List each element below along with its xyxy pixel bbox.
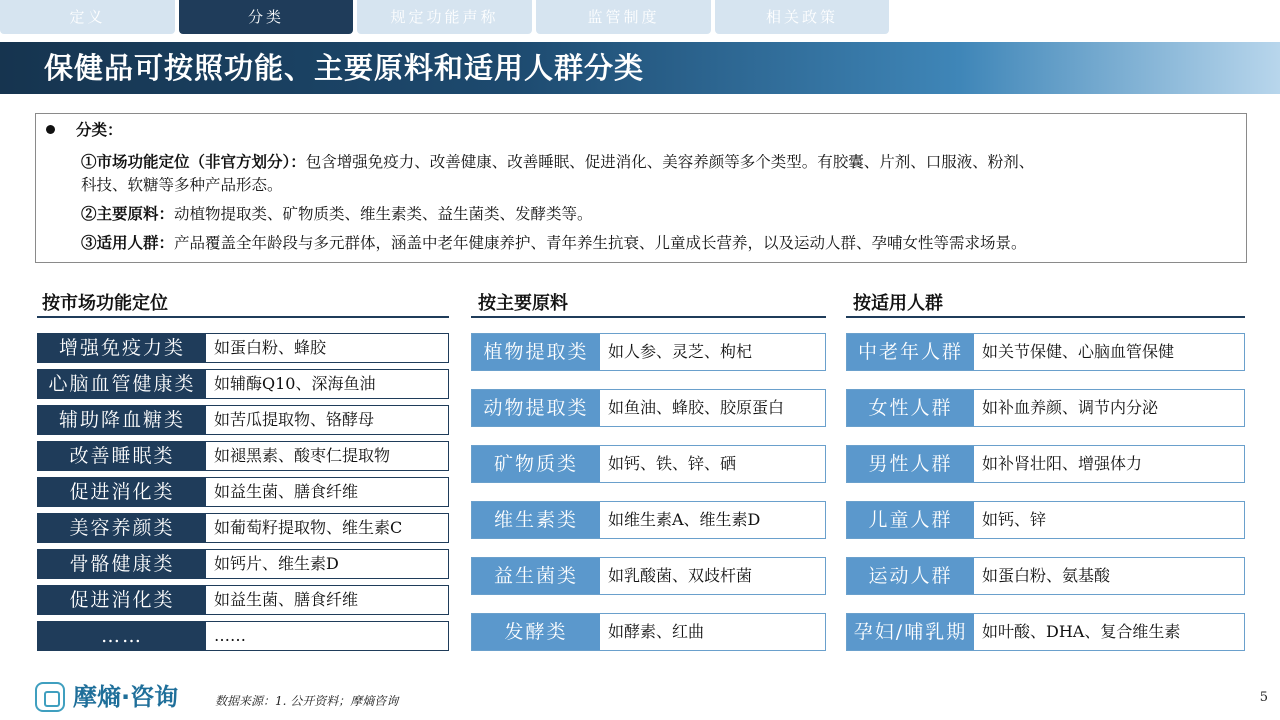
col2-row-value: 如维生素A、维生素D bbox=[608, 510, 761, 529]
col1-row-category: 增强免疫力类 bbox=[38, 334, 206, 362]
col1-row-category: …… bbox=[38, 622, 206, 650]
col1-row-category: 心脑血管健康类 bbox=[38, 370, 206, 398]
col3-row-category: 中老年人群 bbox=[847, 334, 974, 370]
col1-row bbox=[37, 333, 449, 363]
summary-line-3-label: ③适用人群： bbox=[81, 233, 175, 252]
col1-row-value: 如益生菌、膳食纤维 bbox=[214, 590, 359, 609]
col2-row bbox=[471, 613, 826, 651]
col2-row bbox=[471, 501, 826, 539]
tab-definition[interactable]: 定义 bbox=[0, 0, 175, 34]
col3-row-category: 男性人群 bbox=[847, 446, 974, 482]
col2-divider bbox=[471, 316, 826, 318]
col3-row bbox=[846, 389, 1245, 427]
col1-row bbox=[37, 369, 449, 399]
col3-heading: 按适用人群 bbox=[853, 293, 943, 314]
col1-row bbox=[37, 585, 449, 615]
col1-row bbox=[37, 513, 449, 543]
col2-row bbox=[471, 557, 826, 595]
col3-row-category: 运动人群 bbox=[847, 558, 974, 594]
summary-line-2-text: 动植物提取类、矿物质类、维生素类、益生菌类、发酵类等。 bbox=[174, 205, 593, 223]
col1-row bbox=[37, 477, 449, 507]
col1-row-category: 促进消化类 bbox=[38, 586, 206, 614]
col1-row-value: 如葡萄籽提取物、维生素C bbox=[214, 518, 403, 537]
logo-icon bbox=[35, 682, 65, 712]
col1-row-category: 改善睡眠类 bbox=[38, 442, 206, 470]
col1-row-value: 如蛋白粉、蜂胶 bbox=[214, 338, 327, 357]
col1-row-category: 辅助降血糖类 bbox=[38, 406, 206, 434]
col3-row bbox=[846, 613, 1245, 651]
col2-row-category: 维生素类 bbox=[472, 502, 600, 538]
col3-row-category: 女性人群 bbox=[847, 390, 974, 426]
col2-row bbox=[471, 389, 826, 427]
col3-row bbox=[846, 557, 1245, 595]
col3-row bbox=[846, 501, 1245, 539]
col1-row bbox=[37, 441, 449, 471]
page-number: 5 bbox=[1259, 690, 1268, 705]
title-bar bbox=[0, 42, 1280, 94]
source-note: 数据来源：1. 公开资料；摩熵咨询 bbox=[215, 694, 399, 708]
col1-row-category: 促进消化类 bbox=[38, 478, 206, 506]
col1-row bbox=[37, 405, 449, 435]
bullet-icon bbox=[46, 125, 55, 134]
col1-row bbox=[37, 549, 449, 579]
col3-row-category: 儿童人群 bbox=[847, 502, 974, 538]
col3-divider bbox=[846, 316, 1245, 318]
summary-line-2-label: ②主要原料： bbox=[81, 204, 175, 223]
col2-heading: 按主要原料 bbox=[478, 293, 568, 314]
summary-line-1-label: ①市场功能定位（非官方划分）： bbox=[81, 152, 306, 171]
logo-text: 摩熵·咨询 bbox=[73, 683, 179, 711]
col2-row-category: 益生菌类 bbox=[472, 558, 600, 594]
col2-row-category: 植物提取类 bbox=[472, 334, 600, 370]
col3-row bbox=[846, 333, 1245, 371]
col3-row-value: 如关节保健、心脑血管保健 bbox=[982, 342, 1175, 361]
col3-row-value: 如蛋白粉、氨基酸 bbox=[982, 566, 1111, 585]
col2-row bbox=[471, 333, 826, 371]
col3-row-value: 如补血养颜、调节内分泌 bbox=[982, 398, 1159, 417]
summary-line-3-text: 产品覆盖全年龄段与多元群体，涵盖中老年健康养护、青年养生抗衰、儿童成长营养，以及运动人群、孕哺女性等需求场景。 bbox=[174, 234, 1027, 252]
col2-row-value: 如人参、灵芝、枸杞 bbox=[608, 342, 753, 361]
col3-row bbox=[846, 445, 1245, 483]
col1-row-value: 如钙片、维生素D bbox=[214, 554, 339, 573]
tab-function-claims[interactable]: 规定功能声称 bbox=[357, 0, 532, 34]
col1-row-value: 如褪黑素、酸枣仁提取物 bbox=[214, 446, 391, 465]
col3-row-value: 如叶酸、DHA、复合维生素 bbox=[982, 622, 1181, 641]
col2-row-category: 发酵类 bbox=[472, 614, 600, 650]
col1-row-category: 骨骼健康类 bbox=[38, 550, 206, 578]
col3-row-category: 孕妇/哺乳期 bbox=[847, 614, 974, 650]
summary-heading: 分类： bbox=[76, 120, 123, 139]
summary-line-2 bbox=[81, 203, 593, 225]
summary-line-1-text: 包含增强免疫力、改善健康、改善睡眠、促进消化、美容养颜等多个类型。有胶囊、片剂、口服液、粉剂、 bbox=[305, 153, 1035, 171]
col1-row-value: 如辅酶Q10、深海鱼油 bbox=[214, 374, 376, 393]
tab-bar bbox=[0, 0, 1280, 36]
summary-box bbox=[35, 113, 1247, 263]
col1-row-value: 如益生菌、膳食纤维 bbox=[214, 482, 359, 501]
col2-row-value: 如酵素、红曲 bbox=[608, 622, 705, 641]
col1-heading: 按市场功能定位 bbox=[42, 293, 168, 314]
col2-row-category: 矿物质类 bbox=[472, 446, 600, 482]
col1-row bbox=[37, 621, 449, 651]
summary-line-3 bbox=[81, 232, 1027, 254]
col1-row-category: 美容养颜类 bbox=[38, 514, 206, 542]
col2-row-value: 如鱼油、蜂胶、胶原蛋白 bbox=[608, 398, 785, 417]
col3-row-value: 如钙、锌 bbox=[982, 510, 1047, 529]
summary-line-1-cont: 科技、软糖等多种产品形态。 bbox=[81, 176, 283, 194]
col2-row bbox=[471, 445, 826, 483]
col1-row-value: 如苦瓜提取物、铬酵母 bbox=[214, 410, 375, 429]
tab-policy[interactable]: 相关政策 bbox=[715, 0, 889, 34]
summary-line-1 bbox=[81, 151, 1034, 173]
tab-classification[interactable]: 分类 bbox=[179, 0, 353, 34]
tab-regulation[interactable]: 监管制度 bbox=[536, 0, 711, 34]
col2-row-value: 如乳酸菌、双歧杆菌 bbox=[608, 566, 753, 585]
col1-divider bbox=[37, 316, 449, 318]
col1-row-value: …… bbox=[214, 626, 246, 645]
page-title: 保健品可按照功能、主要原料和适用人群分类 bbox=[44, 51, 645, 85]
col2-row-category: 动物提取类 bbox=[472, 390, 600, 426]
col2-row-value: 如钙、铁、锌、硒 bbox=[608, 454, 737, 473]
col3-row-value: 如补肾壮阳、增强体力 bbox=[982, 454, 1143, 473]
